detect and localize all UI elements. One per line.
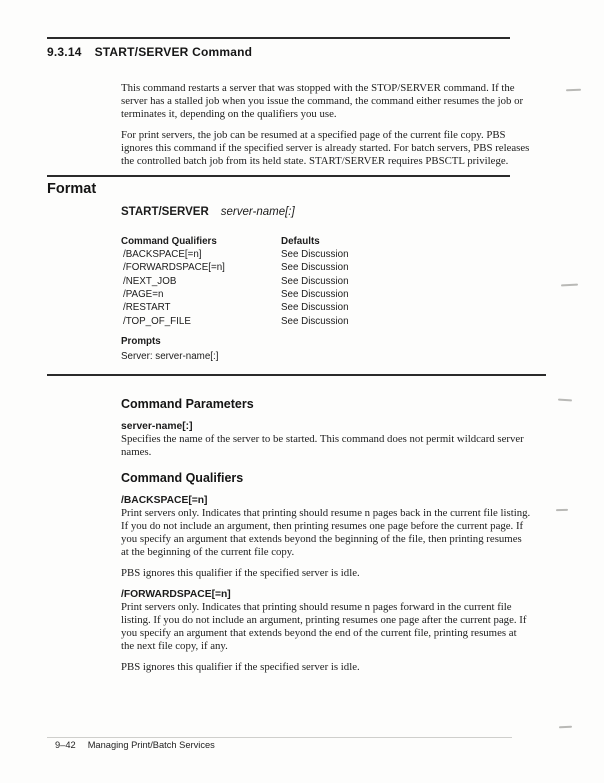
table-row: [121, 301, 604, 314]
footer-rule: [47, 737, 512, 738]
table-header-row: [121, 235, 604, 248]
format-rule: [47, 175, 510, 177]
mid-rule: [47, 374, 546, 376]
default-cell: See Discussion: [281, 288, 349, 300]
format-block: [121, 206, 604, 362]
section-title: START/SERVER Command: [94, 45, 253, 59]
qualifier-cell: /TOP_OF_FILE: [123, 315, 191, 327]
qualifier-cell: /BACKSPACE[=n]: [123, 249, 202, 261]
default-cell: See Discussion: [281, 302, 349, 314]
qualifier-term: /FORWARDSPACE[=n]: [121, 589, 231, 601]
qualifier-paragraph: PBS ignores this qualifier if the specified server is idle.: [121, 660, 360, 673]
table-row: [121, 315, 604, 328]
table-row: [121, 261, 604, 274]
qualifier-cell: /RESTART: [123, 302, 171, 314]
prompts-heading: Prompts: [121, 335, 161, 347]
intro-block: [121, 82, 604, 168]
command-name: START/SERVER: [121, 205, 209, 218]
prompt-line: Server: server-name[:]: [121, 350, 219, 362]
qualifier-description: [121, 601, 604, 673]
format-heading: Format: [47, 180, 97, 197]
qualifier-paragraph: PBS ignores this qualifier if the specified server is idle.: [121, 566, 360, 579]
section-heading: [47, 45, 604, 59]
parameter-term: server-name[:]: [121, 420, 193, 432]
page-footer: [55, 740, 215, 750]
table-row: [121, 275, 604, 288]
command-parameters-heading: Command Parameters: [121, 396, 254, 411]
column-header-qualifiers: Command Qualifiers: [121, 235, 217, 247]
discussion-block: [121, 397, 604, 674]
qualifier-term: /BACKSPACE[=n]: [121, 495, 208, 507]
qualifier-cell: /FORWARDSPACE[=n]: [123, 262, 225, 274]
default-cell: See Discussion: [281, 275, 349, 287]
command-parameter: server-name[:]: [220, 205, 295, 218]
command-syntax: [121, 206, 604, 218]
parameter-paragraph: Specifies the name of the server to be started. This command does not permit wildcard server names.: [121, 432, 524, 458]
default-cell: See Discussion: [281, 315, 349, 327]
default-cell: See Discussion: [281, 262, 349, 274]
qualifier-cell: /PAGE=n: [123, 288, 164, 300]
footer-page-number: 9–42: [55, 740, 76, 750]
default-cell: See Discussion: [281, 249, 349, 261]
qualifier-description: [121, 507, 604, 579]
footer-text: Managing Print/Batch Services: [87, 740, 215, 750]
table-row: [121, 248, 604, 261]
parameter-description: [121, 433, 604, 459]
command-qualifiers-heading: Command Qualifiers: [121, 471, 244, 486]
top-rule: [47, 37, 510, 39]
qualifier-cell: /NEXT_JOB: [123, 275, 177, 287]
scan-artifact-dash-icon: [559, 726, 572, 728]
qualifier-paragraph: Print servers only. Indicates that printing should resume n pages back in the current file listing. If you do not include an argument, then printing resumes one page before the current page. If you specify an argument that extends beyond the beginning of the file, then printing resumes at the beginning of the current file copy.: [121, 507, 531, 558]
qualifier-paragraph: Print servers only. Indicates that printing should resume n pages forward in the current file listing. If you do not include an argument, printing resumes one page after the current page. If you specify an argument that extends beyond the end of the current file, printing resumes at the next file copy, if any.: [121, 601, 527, 652]
intro-paragraph: For print servers, the job can be resumed at a specified page of the current file copy. PBS ignores this command if the specified server is already started. For batch servers, PBS releases the controlled batch job from its held state. START/SERVER requires PBSCTL privilege.: [121, 129, 530, 167]
column-header-defaults: Defaults: [281, 235, 320, 247]
section-number: 9.3.14: [47, 45, 82, 59]
intro-paragraph: This command restarts a server that was stopped with the STOP/SERVER command. If the server has a stalled job when you issue the command, the command either resumes the job or terminates it, depending on the qualifiers you use.: [121, 82, 524, 120]
qualifiers-table: [121, 235, 604, 328]
table-row: [121, 288, 604, 301]
